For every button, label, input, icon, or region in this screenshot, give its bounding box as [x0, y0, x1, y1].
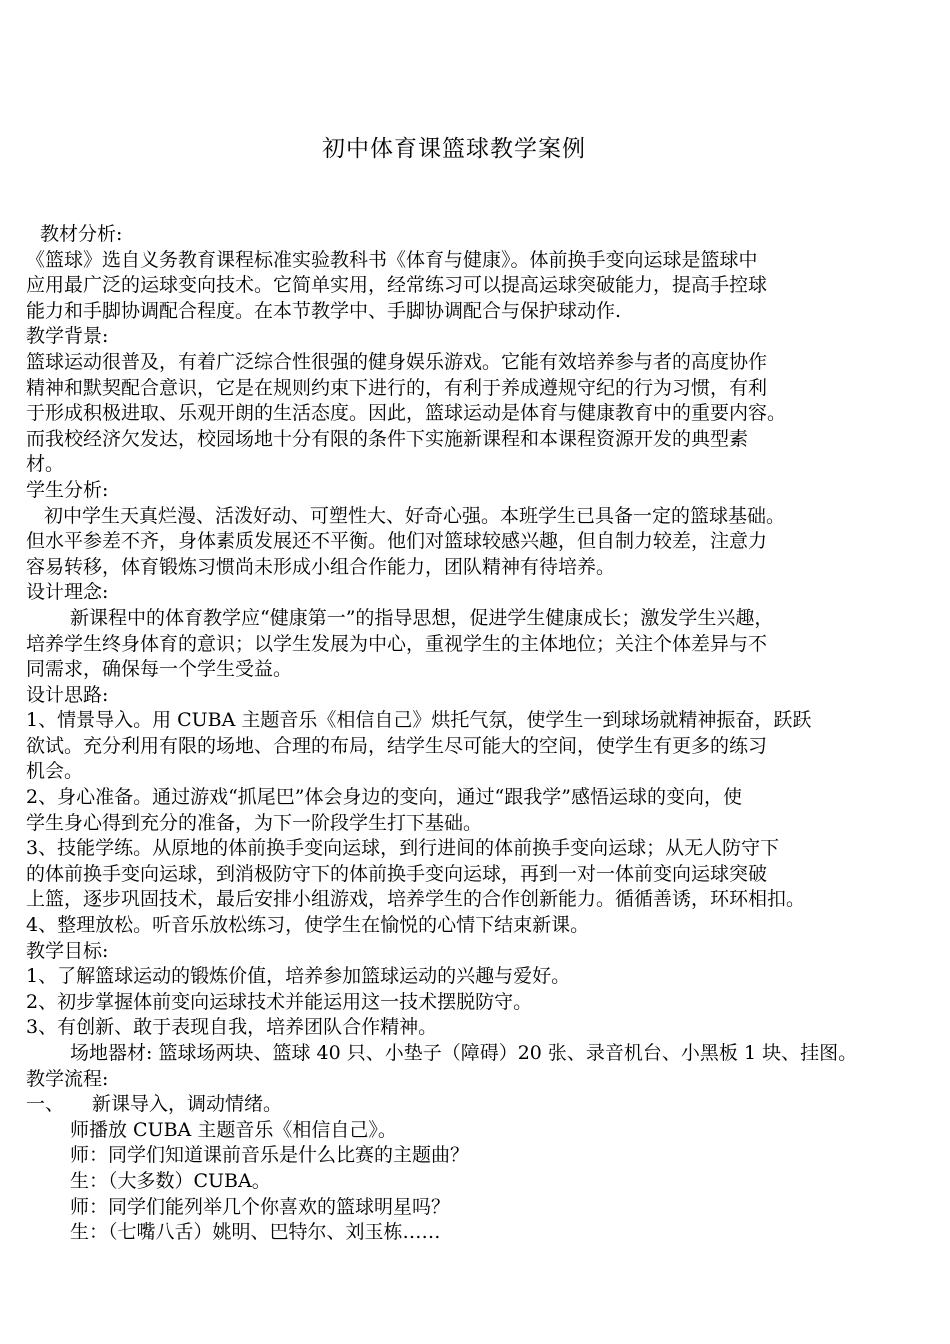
- text-line: 于形成积极进取、乐观开朗的生活态度。因此，篮球运动是体育与健康教育中的重要内容。: [26, 402, 787, 425]
- text-line: 同需求，确保每一个学生受益。: [26, 658, 293, 681]
- dialogue-block: [26, 1118, 888, 1246]
- section-text: 新课导入，调动情绪。: [92, 1093, 283, 1116]
- text-line: 2、初步掌握体前变向运球技术并能运用这一技术摆脱防守。: [26, 990, 533, 1013]
- text-line: 但水平参差不齐，身体素质发展还不平衡。他们对篮球较感兴趣，但自制力较差，注意力: [26, 530, 768, 553]
- text-line: 设计理念:: [26, 581, 109, 604]
- dialogue-line: 师：同学们知道课前音乐是什么比赛的主题曲？: [70, 1144, 470, 1167]
- document-body: [26, 222, 888, 1246]
- text-line: 欲试。充分利用有限的场地、合理的布局，结学生尽可能大的空间，使学生有更多的练习: [26, 734, 768, 757]
- dialogue-line: 师：同学们能列举几个你喜欢的篮球明星吗？: [70, 1195, 451, 1218]
- text-line: 设计思路:: [26, 683, 109, 706]
- text-line: 材。: [26, 453, 65, 476]
- text-line: 应用最广泛的运球变向技术。它简单实用，经常练习可以提高运球突破能力，提高手控球: [26, 274, 768, 297]
- text-line: 场地器材: 篮球场两块、篮球 40 只、小垫子（障碍）20 张、录音机台、小黑板 1 块、挂图。: [70, 1042, 858, 1064]
- text-line: 的体前换手变向运球，到消极防守下的体前换手变向运球，再到一对一体前变向运球突破: [26, 862, 768, 885]
- dialogue-line: 师播放 CUBA 主题音乐《相信自己》。: [70, 1118, 397, 1141]
- text-line: 3、技能学练。从原地的体前换手变向运球，到行进间的体前换手变向运球；从无人防守下: [26, 837, 780, 860]
- text-line: 教材分析:: [40, 223, 123, 245]
- section-number: 一、: [26, 1093, 65, 1116]
- dialogue-line: 生：（七嘴八舌）姚明、巴特尔、刘玉栋……: [70, 1221, 441, 1244]
- text-line: 3、有创新、敢于表现自我，培养团队合作精神。: [26, 1016, 438, 1039]
- text-line: 教学流程:: [26, 1067, 109, 1090]
- section-heading: [26, 1092, 888, 1118]
- text-line: 容易转移，体育锻炼习惯尚未形成小组合作能力，团队精神有待培养。: [26, 555, 616, 578]
- text-line: 2、身心准备。通过游戏“抓尾巴”体会身边的变向，通过“跟我学”感悟运球的变向，使: [26, 786, 742, 809]
- document-title: 初中体育课篮球教学案例: [322, 136, 586, 162]
- text-line: 而我校经济欠发达，校园场地十分有限的条件下实施新课程和本课程资源开发的典型素: [26, 427, 749, 450]
- text-line: 学生分析:: [26, 478, 109, 501]
- text-line: 《篮球》选自义务教育课程标准实验教科书《体育与健康》。体前换手变向运球是篮球中: [26, 248, 758, 271]
- text-line: 学生身心得到充分的准备，为下一阶段学生打下基础。: [26, 811, 483, 834]
- text-line: 1、情景导入。用 CUBA 主题音乐《相信自己》烘托气氛，使学生一到球场就精神振奋，跃跃: [26, 709, 812, 732]
- text-line: 教学背景:: [26, 325, 109, 348]
- text-line: 4、整理放松。听音乐放松练习，使学生在愉悦的心情下结束新课。: [26, 914, 590, 937]
- text-line: 初中学生天真烂漫、活泼好动、可塑性大、好奇心强。本班学生已具备一定的篮球基础。: [44, 504, 786, 527]
- text-line: 1、了解篮球运动的锻炼价值，培养参加篮球运动的兴趣与爱好。: [26, 965, 571, 988]
- paragraph-lines: [26, 222, 888, 1092]
- text-line: 能力和手脚协调配合程度。在本节教学中、手脚协调配合与保护球动作.: [26, 299, 622, 322]
- text-line: 机会。: [26, 760, 84, 783]
- text-line: 新课程中的体育教学应“健康第一”的指导思想，促进学生健康成长；激发学生兴趣，: [70, 606, 774, 629]
- text-line: 培养学生终身体育的意识；以学生发展为中心，重视学生的主体地位；关注个体差异与不: [26, 632, 768, 655]
- text-line: 教学目标:: [26, 939, 109, 962]
- text-line: 上篮，逐步巩固技术，最后安排小组游戏，培养学生的合作创新能力。循循善诱，环环相扣。: [26, 888, 806, 911]
- dialogue-line: 生：（大多数）CUBA。: [70, 1169, 271, 1192]
- text-line: 篮球运动很普及，有着广泛综合性很强的健身娱乐游戏。它能有效培养参与者的高度协作: [26, 350, 768, 373]
- text-line: 精神和默契配合意识，它是在规则约束下进行的，有利于养成遵规守纪的行为习惯，有利: [26, 376, 768, 399]
